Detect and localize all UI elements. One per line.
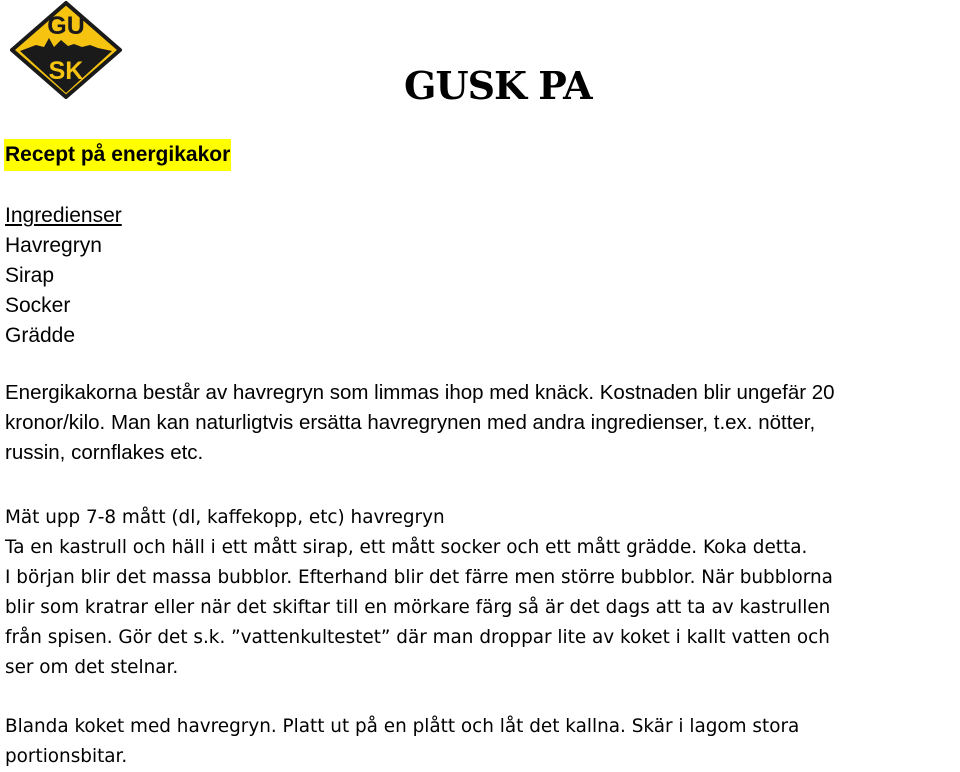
ingredient-item: Sirap xyxy=(5,264,55,287)
intro-paragraph xyxy=(5,378,960,468)
intro-line: russin, cornflakes etc. xyxy=(5,441,204,464)
ingredient-item: Socker xyxy=(5,294,71,317)
instruction-line: från spisen. Gör det s.k. ”vattenkultestet” där man droppar lite av koket i kallt vatten och xyxy=(5,627,830,648)
instruction-line: Ta en kastrull och häll i ett mått sirap, ett mått socker och ett mått grädde. Koka detta. xyxy=(5,537,808,558)
instructions-paragraph xyxy=(5,503,833,683)
document-title: GUSK PA xyxy=(404,63,592,108)
instruction-line: I början blir det massa bubblor. Efterhand blir det färre men större bubblor. När bubblorna xyxy=(5,567,833,588)
final-line: portionsbitar. xyxy=(5,746,128,767)
ingredients-list xyxy=(5,201,122,351)
recipe-heading: Recept på energikakor xyxy=(4,139,231,171)
logo-text-top: GU xyxy=(47,12,85,40)
logo-text-bottom: SK xyxy=(48,57,84,85)
instruction-line: blir som kratrar eller när det skiftar till en mörkare färg så är det dags att ta av kastrullen xyxy=(5,597,831,618)
ingredient-item: Grädde xyxy=(5,324,76,347)
intro-line: Energikakorna består av havregryn som limmas ihop med knäck. Kostnaden blir ungefär 20 xyxy=(5,381,835,404)
final-line: Blanda koket med havregryn. Platt ut på en plått och låt det kallna. Skär i lagom stora xyxy=(5,716,800,737)
final-paragraph xyxy=(5,712,799,772)
intro-line: kronor/kilo. Man kan naturligtvis ersätta havregrynen med andra ingredienser, t.ex. nötter, xyxy=(5,411,816,434)
ingredients-heading: Ingredienser xyxy=(5,204,122,227)
ingredient-item: Havregryn xyxy=(5,234,102,257)
instruction-line: Mät upp 7-8 mått (dl, kaffekopp, etc) havregryn xyxy=(5,507,445,528)
gusk-logo xyxy=(6,0,126,100)
instruction-line: ser om det stelnar. xyxy=(5,657,179,678)
